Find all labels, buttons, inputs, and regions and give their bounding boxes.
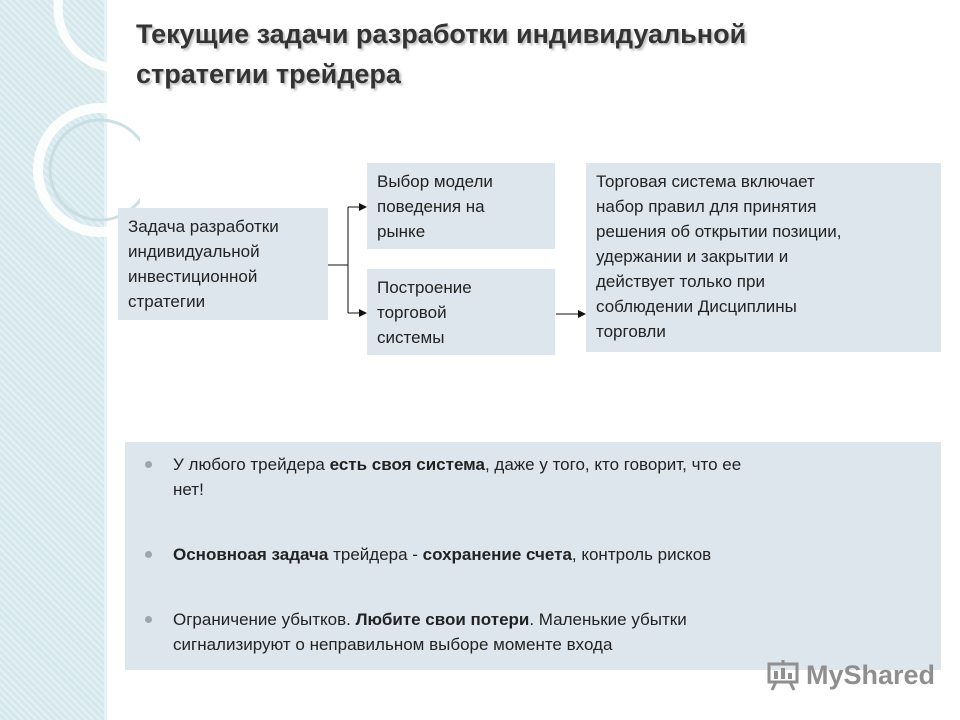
task-line: инвестиционной [128,267,258,286]
bullet-dot-icon [145,551,152,558]
bullet-text: Ограничение убытков. [173,610,356,629]
system-building-line: системы [377,328,445,347]
slide-title-line-1: Текущие задачи разработки индивидуальной [136,19,747,49]
bullet-text: нет! [173,480,204,499]
bullet-item [173,452,921,502]
bullet-text: . Маленькие убытки [529,610,687,629]
presentation-board-icon [766,658,800,692]
bullet-text: У любого трейдера [173,455,330,474]
system-building-line: торговой [377,303,447,322]
model-choice-line: поведения на [377,197,485,216]
task-line: индивидуальной [128,242,260,261]
bullet-bold-text: Основноая задача [173,545,329,564]
watermark-text: MyShared [806,659,936,690]
bullet-text: , контроль рисков [571,545,712,564]
model-choice-line: рынке [377,222,426,241]
bullet-text: сигнализируют о неправильном выборе моменте входа [173,635,613,654]
system-description-line: решения об открытии позиции, [596,222,842,241]
slide-title-line-2: стратегии трейдера [136,59,401,89]
system-description-line: соблюдении Дисциплины [596,297,797,316]
bullet-dot-icon [145,616,152,623]
system-description-line: торговли [596,322,666,341]
bullet-bold-text: сохранение счета [422,545,572,564]
system-description-line: удержании и закрытии и [596,247,789,266]
task-line: Задача разработки [128,217,279,236]
system-description-line: действует только при [596,272,765,291]
task-line: стратегии [128,292,206,311]
system-description-line: набор правил для принятия [596,197,817,216]
bullet-text: , даже у того, кто говорит, что ее [484,455,742,474]
system-description-line: Торговая система включает [596,172,815,191]
bullet-bold-text: есть своя система [329,455,485,474]
bullet-dot-icon [145,461,152,468]
bullet-bold-text: Любите свои потери [355,610,530,629]
bullet-item [173,607,921,657]
system-building-line: Построение [377,278,472,297]
bullet-text: трейдера - [328,545,423,564]
bullet-panel [125,442,941,670]
bullet-item [173,542,921,567]
model-choice-line: Выбор модели [377,172,493,191]
watermark [766,657,935,693]
